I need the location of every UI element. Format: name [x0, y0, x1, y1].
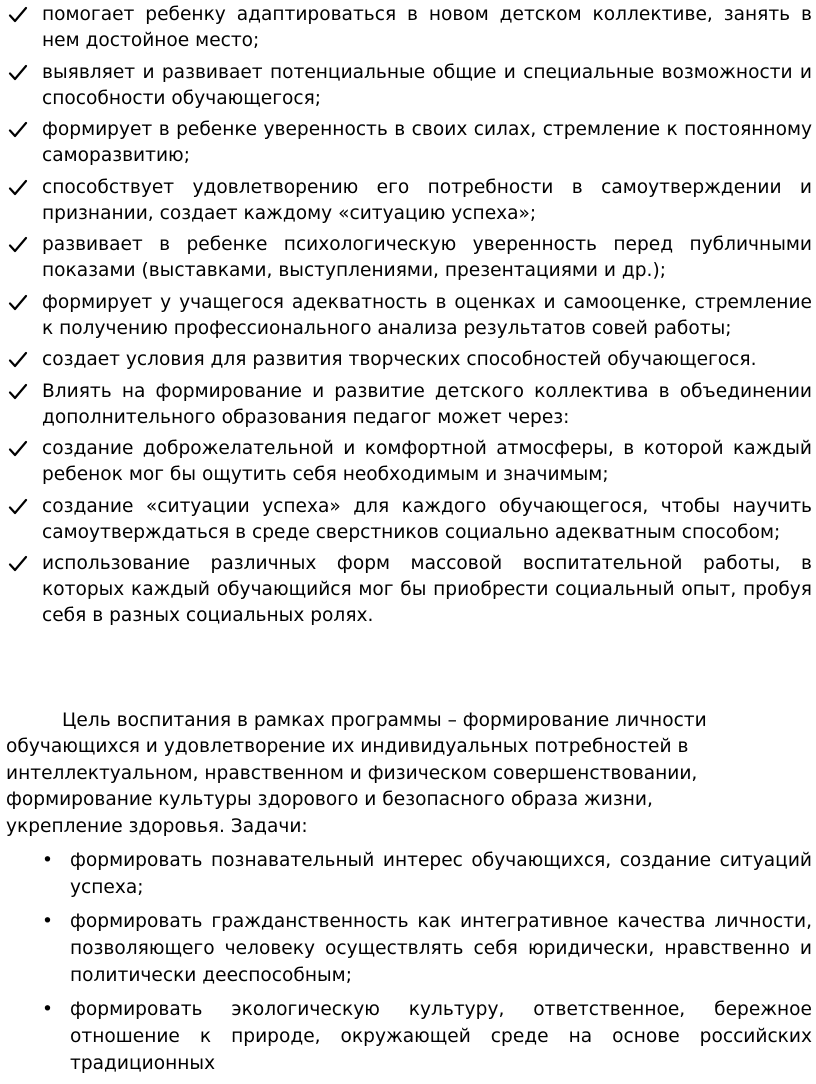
list-item	[6, 117, 812, 169]
checkmark-icon	[8, 440, 28, 458]
goal-paragraph: Цель воспитания в рамках программы – формирование личности обучающихся и удовлетворение их индивидуальных потребностей в интеллектуальном, нравственном и физическом совершенствовании, формирование культуры здорового и безопасного образа жизни, укрепление здоровья. Задачи:	[6, 710, 707, 837]
list-item	[6, 551, 812, 629]
list-item	[6, 60, 812, 112]
bullet-icon: •	[42, 850, 53, 871]
list-item	[42, 996, 812, 1077]
checkmark-icon	[8, 294, 28, 312]
list-item-text: создает условия для развития творческих способностей обучающегося.	[42, 349, 757, 370]
list-item	[6, 175, 812, 227]
list-item	[6, 436, 812, 488]
list-item	[42, 908, 812, 989]
list-item	[6, 2, 812, 54]
tasks-bullet-list	[42, 847, 812, 1084]
checkmark-icon	[8, 383, 28, 401]
list-item-text: использование различных форм массовой воспитательной работы, в которых каждый обучающийся мог бы приобрести социальный опыт, пробуя себя в разных социальных ролях.	[42, 553, 812, 626]
list-item-text: формировать познавательный интерес обучающихся, создание ситуаций успеха;	[70, 850, 812, 898]
list-item-text: Влиять на формирование и развитие детского коллектива в объединении дополнительного образования педагог может через:	[42, 380, 812, 428]
list-item-text: формировать гражданственность как интегративное качества личности, позволяющего человеку осуществлять себя юридически, нравственно и политически дееспособным;	[70, 911, 812, 986]
checkmark-icon	[8, 555, 28, 573]
list-item	[6, 494, 812, 546]
list-item-text: формировать экологическую культуру, ответственное, бережное отношение к природе, окружающей среде на основе российских традиционных	[70, 999, 812, 1074]
checkmark-icon	[8, 351, 28, 369]
list-item	[42, 847, 812, 901]
list-item-text: помогает ребенку адаптироваться в новом детском коллективе, занять в нем достойное место;	[42, 4, 812, 51]
list-item-text: формирует в ребенке уверенность в своих силах, стремление к постоянному саморазвитию;	[42, 119, 812, 166]
list-item	[6, 347, 812, 373]
list-item	[6, 290, 812, 342]
list-item-text: создание «ситуации успеха» для каждого обучающегося, чтобы научить самоутверждаться в среде сверстников социально адекватным способом;	[42, 495, 812, 543]
checkmark-icon	[8, 6, 28, 24]
list-item-text: создание доброжелательной и комфортной атмосферы, в которой каждый ребенок мог бы ощутить себя необходимым и значимым;	[42, 438, 812, 485]
checkmark-icon	[8, 64, 28, 82]
list-item-text: выявляет и развивает потенциальные общие и специальные возможности и способности обучающегося;	[42, 61, 812, 109]
list-item	[6, 379, 812, 431]
bullet-icon: •	[42, 911, 53, 932]
bullet-icon: •	[42, 999, 53, 1020]
checkmark-icon	[8, 236, 28, 254]
checkmark-icon	[8, 498, 28, 516]
list-item-text: развивает в ребенке психологическую уверенность перед публичными показами (выставками, выступлениями, презентациями и др.);	[42, 234, 812, 281]
checkmark-list	[6, 2, 812, 635]
list-item-text: формирует у учащегося адекватность в оценках и самооценке, стремление к получению профессионального анализа результатов совей работы;	[42, 291, 812, 339]
list-item-text: способствует удовлетворению его потребности в самоутверждении и признании, создает каждому «ситуацию успеха»;	[42, 176, 812, 224]
list-item	[6, 232, 812, 284]
checkmark-icon	[8, 179, 28, 197]
checkmark-icon	[8, 121, 28, 139]
